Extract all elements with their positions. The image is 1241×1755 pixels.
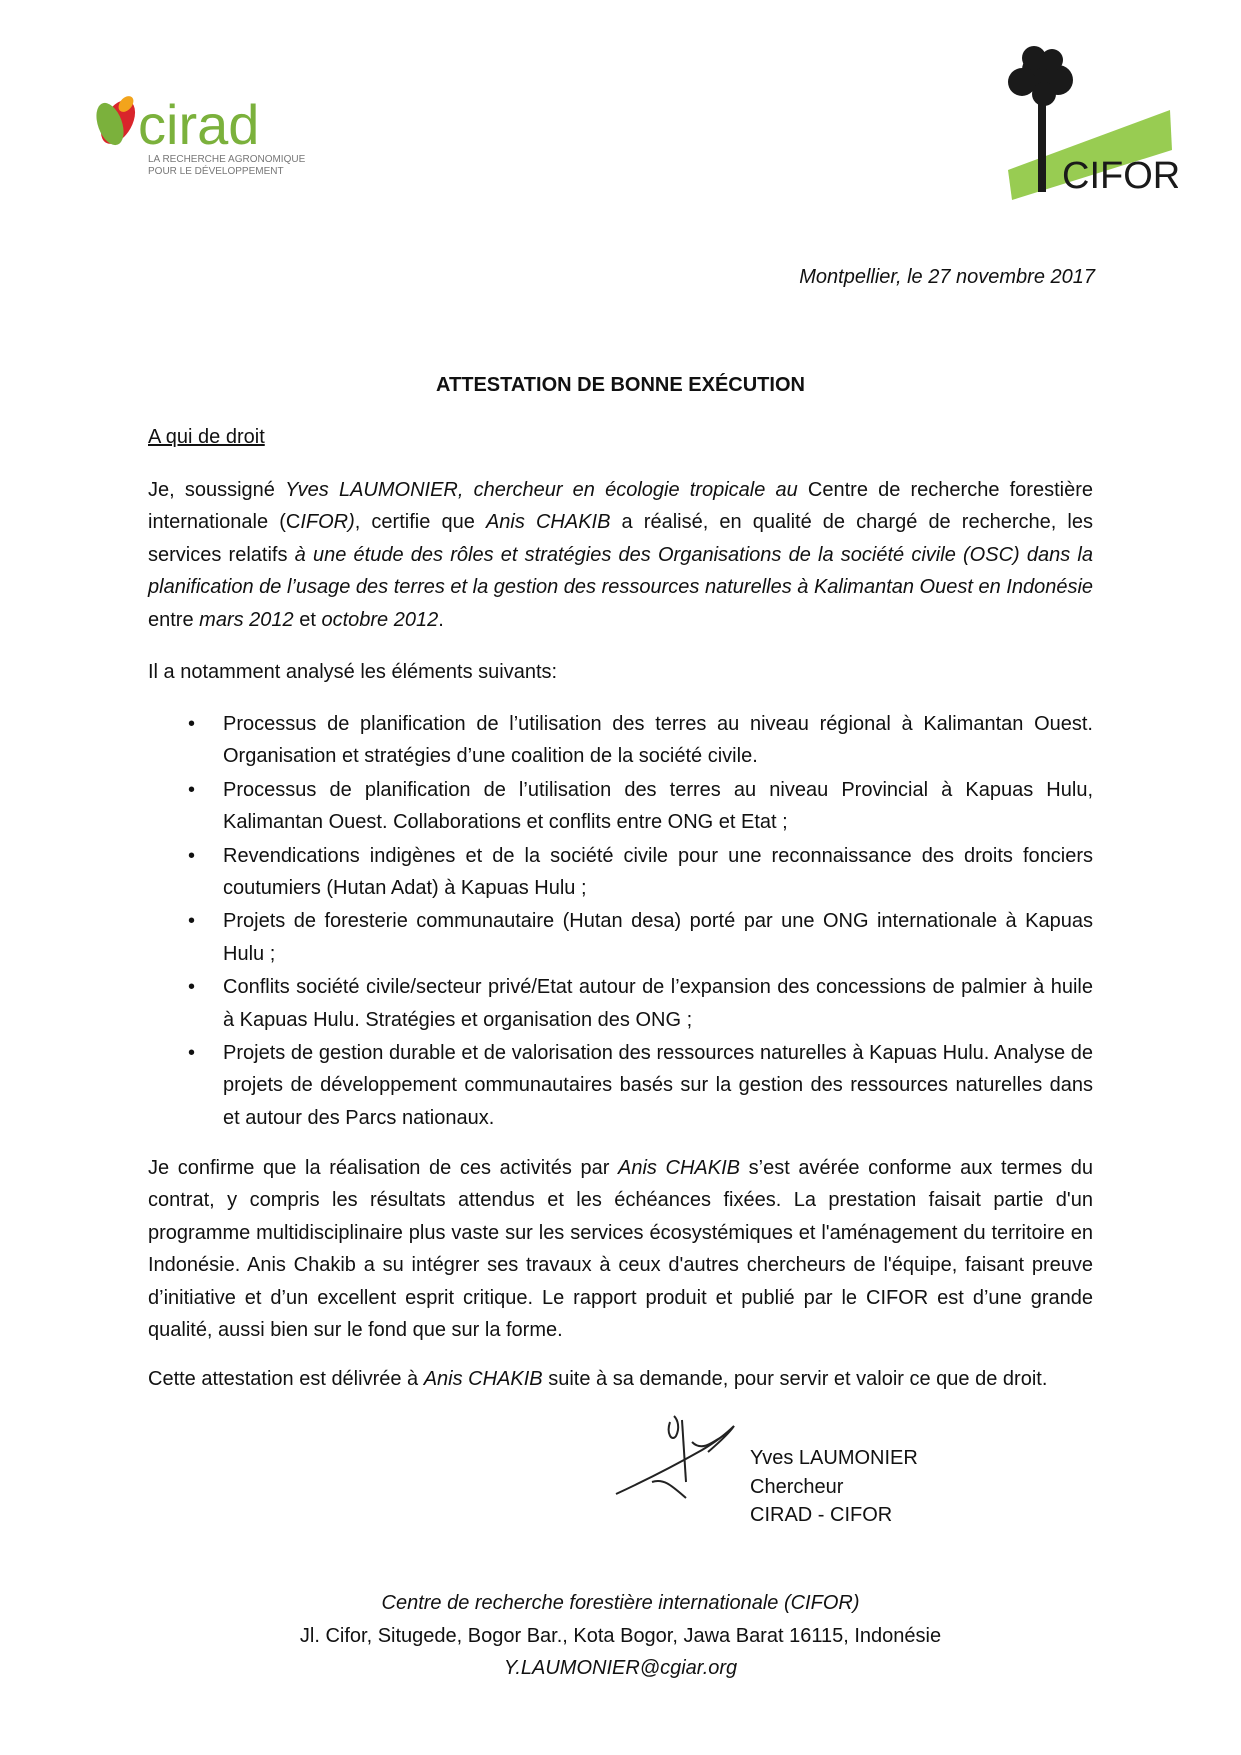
text-run-italic: à une étude des rôles et stratégies des Organisations de la société civile (OSC) dans la planification de l’usage des terres et la gestion des ressources naturelles à Kalimantan Ouest en Indonésie	[148, 543, 1094, 599]
salutation: A qui de droit	[148, 426, 265, 448]
bullet-icon: •	[188, 713, 196, 735]
text-run-italic: Anis CHAKIB	[423, 1368, 543, 1390]
text-run: Je, soussigné	[148, 479, 286, 501]
cifor-logo	[1000, 40, 1178, 208]
cifor-tree-icon	[1000, 40, 1178, 208]
footer-email: Y.LAUMONIER@cgiar.org	[503, 1657, 738, 1679]
cirad-tagline-2: POUR LE DÉVELOPPEMENT	[148, 166, 284, 177]
list-item-text: Processus de planification de l’utilisation des terres au niveau Provincial à Kapuas Hulu, Kalimantan Ouest. Collaborations et conflits entre ONG et Etat ;	[223, 778, 1093, 834]
cirad-logo	[88, 92, 328, 192]
footer	[0, 1587, 1241, 1685]
bullet-icon: •	[188, 910, 196, 933]
list-item	[148, 840, 1093, 905]
list-item	[148, 708, 1093, 773]
text-run: suite à sa demande, pour servir et valoir ce que de droit.	[542, 1368, 1048, 1390]
text-run: s’est avérée conforme aux termes du contrat, y compris les résultats attendus et les échéances fixées. La prestation faisait partie d'un programme multidisciplinaire plus vaste sur les services écosystémiques et l'aménagement du territoire en Indonésie. Anis Chakib a su intégrer ses travaux à ceux d'autres chercheurs de l'équipe, faisant preuve d’initiative et d’un excellent esprit critique. Le rapport produit et publié par le CIFOR est d’une grande qualité, aussi bien sur le fond que sur la forme.	[148, 1157, 1093, 1342]
signature-block	[750, 1444, 918, 1530]
paragraph-intro-list: Il a notamment analysé les éléments suivants:	[148, 661, 558, 683]
list-item	[148, 905, 1093, 970]
text-run: et	[293, 608, 322, 631]
list-item-text: Revendications indigènes et de la société civile pour une reconnaissance des droits fonciers coutumiers (Hutan Adat) à Kapuas Hulu ;	[223, 844, 1093, 900]
text-run: a réalisé, en qualité de chargé de recherche, les services relatifs	[148, 511, 1093, 566]
paragraph-confirmation	[148, 1152, 1093, 1346]
list-item	[148, 971, 1093, 1036]
list-item-text: Conflits société civile/secteur privé/Etat autour de l’expansion des concessions de palmier à huile à Kapuas Hulu. Stratégies et organisation des ONG ;	[223, 976, 1093, 1031]
signatory-role: Chercheur	[750, 1475, 844, 1498]
paragraph-certification	[148, 474, 1093, 636]
text-run: Centre de recherche forestière internationale (C	[148, 479, 1093, 534]
handwritten-signature	[612, 1412, 742, 1502]
text-run: entre	[148, 608, 200, 631]
cirad-tagline-1: LA RECHERCHE AGRONOMIQUE	[148, 154, 306, 165]
footer-org: Centre de recherche forestière internationale (CIFOR)	[381, 1592, 860, 1614]
bullet-icon: •	[188, 778, 196, 801]
cifor-wordmark: CIFOR	[1062, 155, 1178, 197]
list-item	[148, 774, 1093, 839]
activities-list	[148, 708, 1093, 1135]
document-date: Montpellier, le 27 novembre 2017	[799, 266, 1095, 288]
bullet-icon: •	[188, 1042, 196, 1065]
signatory-name: Yves LAUMONIER	[750, 1447, 918, 1469]
text-run: , certifie que	[354, 511, 486, 534]
bullet-icon: •	[188, 976, 196, 999]
cirad-wordmark: cirad	[138, 93, 260, 156]
text-run-italic: mars 2012	[199, 608, 294, 631]
list-item-text: Projets de gestion durable et de valorisation des ressources naturelles à Kapuas Hulu. Analyse de projets de développement communautaires basés sur la gestion des ressources naturelles dans et autour des Parcs nationaux.	[223, 1042, 1093, 1129]
text-run: Cette attestation est délivrée à	[148, 1368, 424, 1390]
cirad-leaf-icon	[88, 92, 328, 192]
text-run-italic: Yves LAUMONIER, chercheur en écologie tropicale au	[285, 479, 798, 501]
text-run: Je confirme que la réalisation de ces activités par	[148, 1157, 619, 1179]
paragraph-closing	[148, 1363, 1093, 1395]
list-item-text: Projets de foresterie communautaire (Hutan desa) porté par une ONG internationale à Kapuas Hulu ;	[223, 910, 1093, 965]
text-run-italic: octobre 2012	[321, 608, 439, 631]
text-run-italic: Anis CHAKIB	[485, 511, 611, 534]
signatory-org: CIRAD - CIFOR	[750, 1504, 893, 1526]
list-item	[148, 1037, 1093, 1134]
list-item-text: Processus de planification de l’utilisation des terres au niveau régional à Kalimantan Ouest. Organisation et stratégies d’une coalition de la société civile.	[223, 713, 1093, 768]
text-run-italic: Anis CHAKIB	[618, 1157, 741, 1179]
document-title: ATTESTATION DE BONNE EXÉCUTION	[436, 374, 805, 396]
text-run: .	[438, 608, 444, 631]
footer-address: Jl. Cifor, Situgede, Bogor Bar., Kota Bogor, Jawa Barat 16115, Indonésie	[299, 1624, 942, 1647]
text-run-italic: IFOR)	[300, 511, 355, 534]
bullet-icon: •	[188, 844, 196, 867]
